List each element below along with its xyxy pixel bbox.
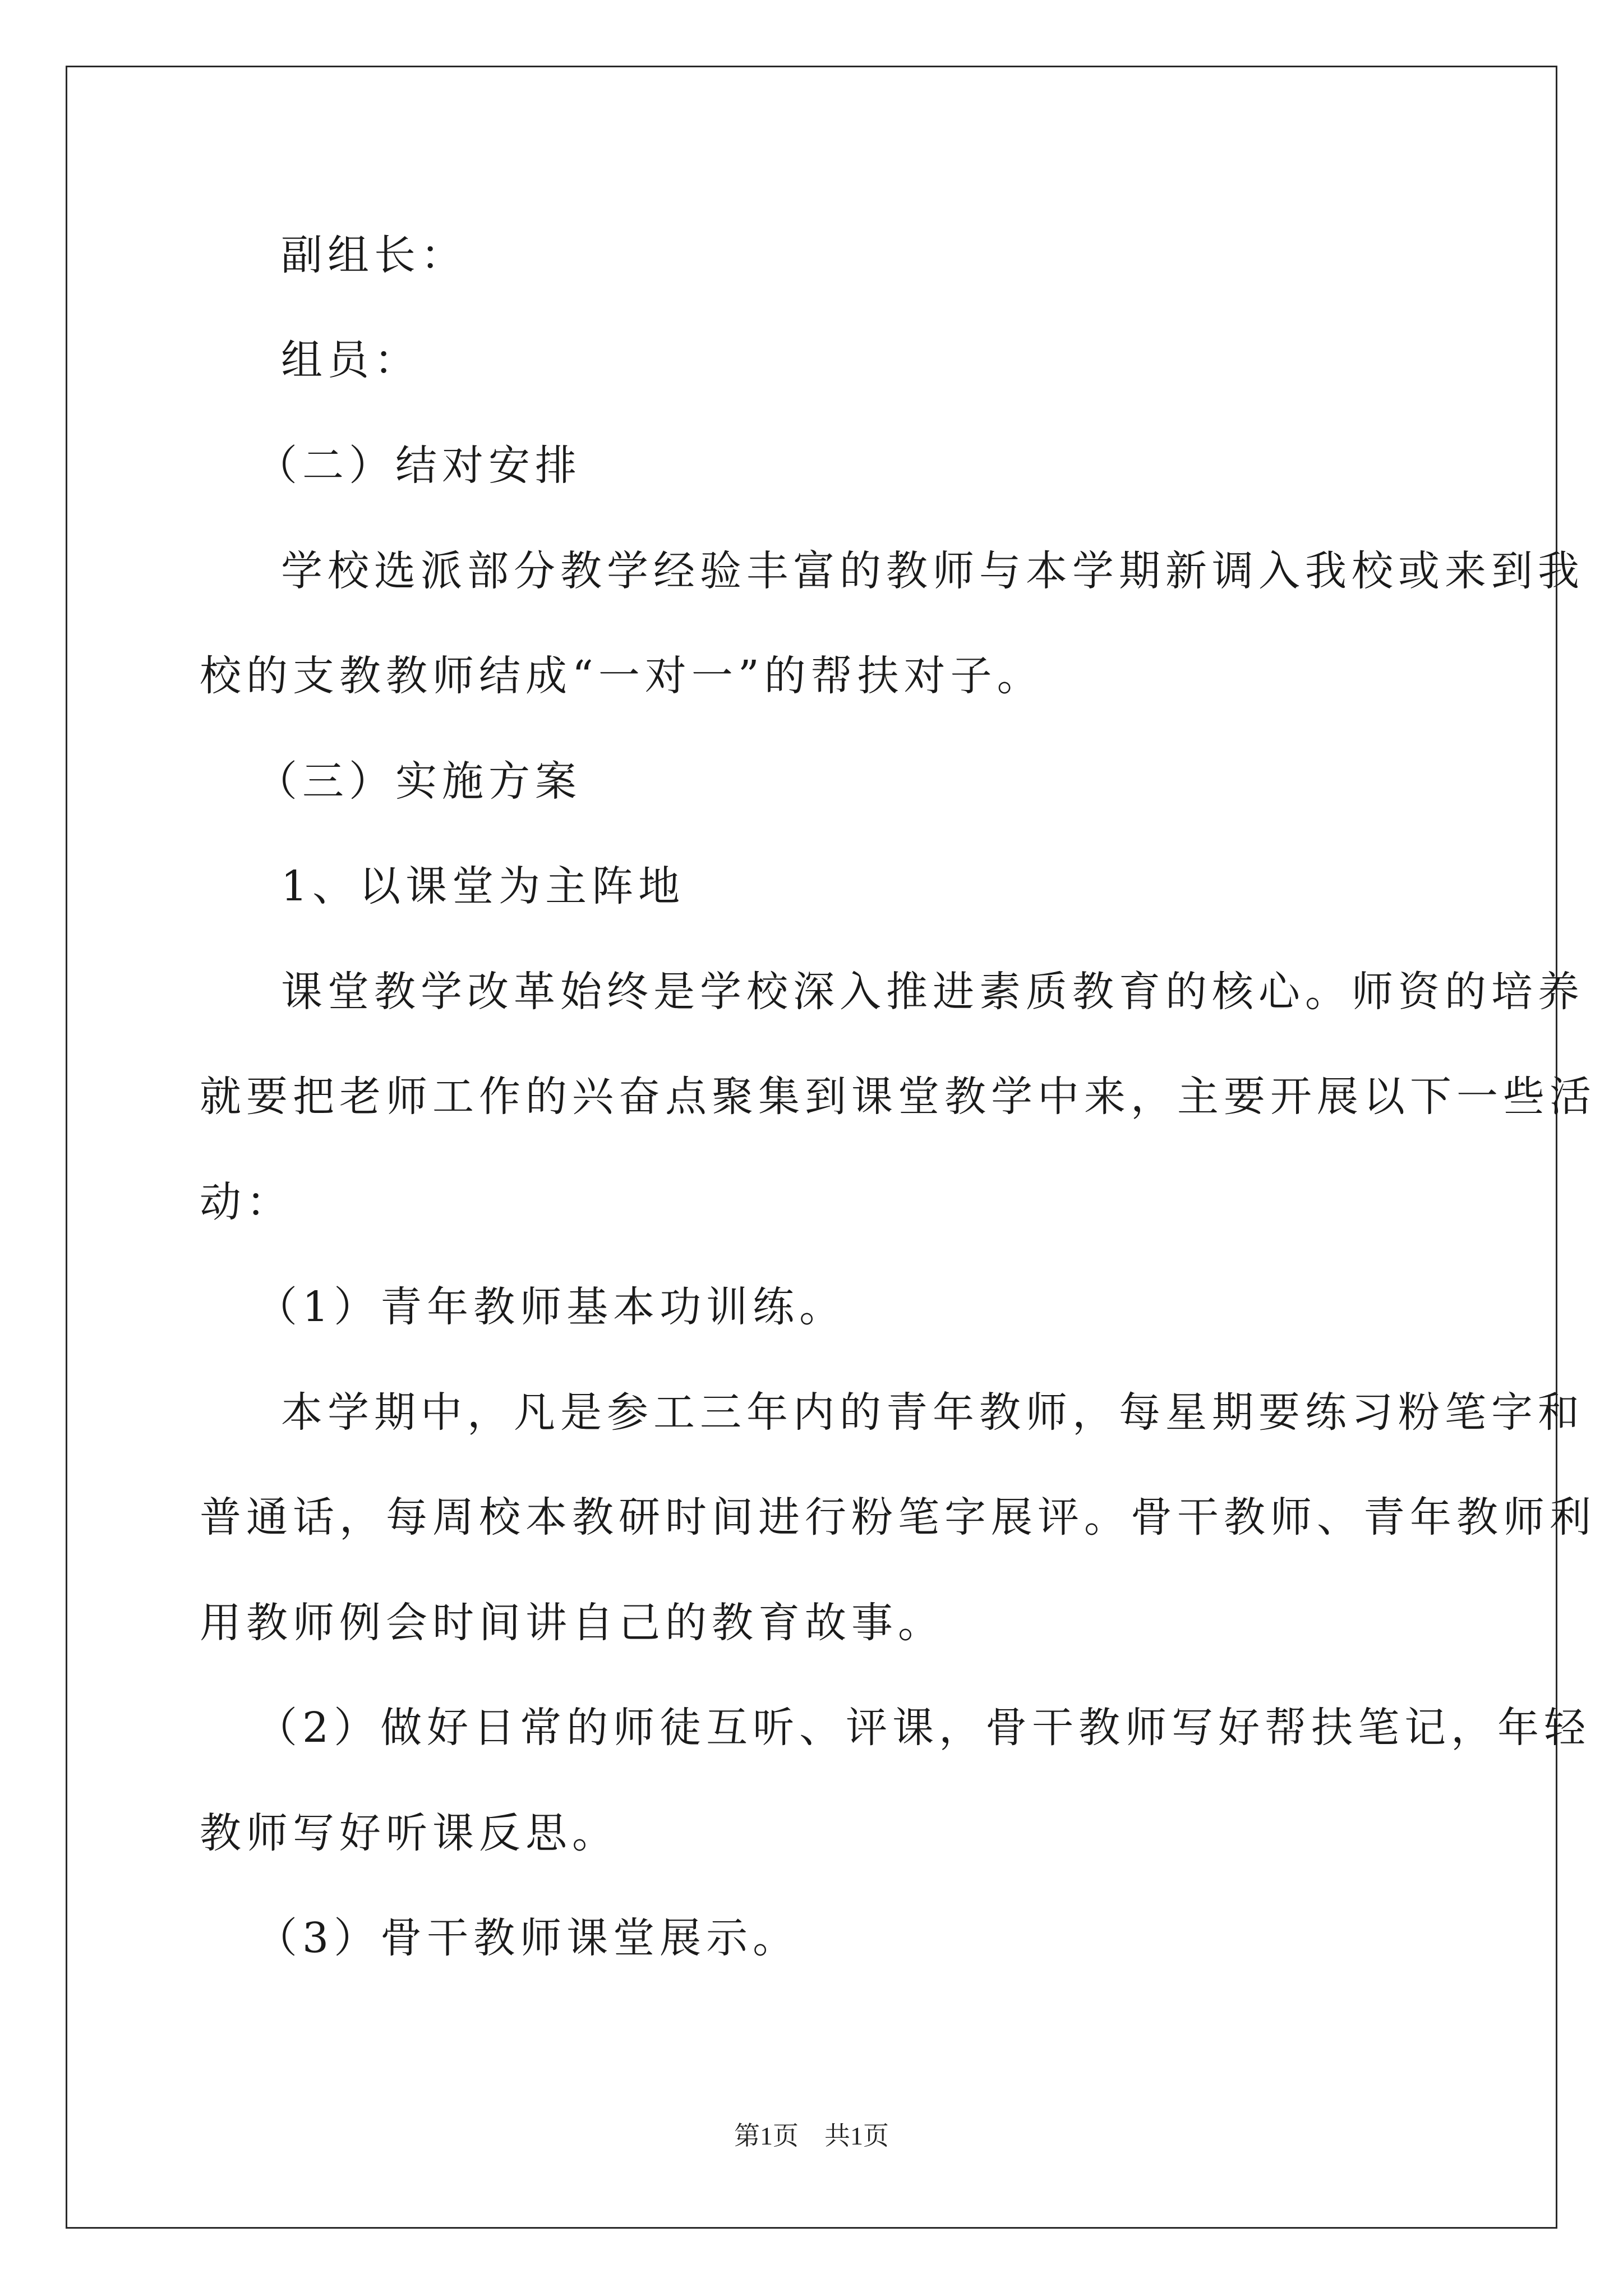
- text-line: 组员：: [281, 336, 421, 384]
- page-number-footer: 第1页 共1页: [734, 2122, 889, 2150]
- section-heading: （三）实施方案: [256, 757, 582, 806]
- text-line: 就要把老师工作的兴奋点聚集到课堂教学中来，主要开展以下一些活: [200, 1073, 1596, 1121]
- text-line: 教师写好听课反思。: [200, 1809, 619, 1857]
- page-border: [66, 66, 1557, 2229]
- text-line: 普通话，每周校本教研时间进行粉笔字展评。骨干教师、青年教师利: [200, 1493, 1596, 1542]
- list-item-heading: （2）做好日常的师徒互听、评课，骨干教师写好帮扶笔记，年轻: [256, 1704, 1591, 1752]
- list-item-heading: （1）青年教师基本功训练。: [256, 1283, 846, 1331]
- text-line: 校的支教教师结成“一对一”的帮扶对子。: [200, 652, 1044, 700]
- sub-heading: 1、以课堂为主阵地: [281, 862, 685, 910]
- text-line: 课堂教学改革始终是学校深入推进素质教育的核心。师资的培养: [281, 968, 1584, 1016]
- text-line: 本学期中，凡是参工三年内的青年教师，每星期要练习粉笔字和: [281, 1388, 1584, 1437]
- section-heading: （二）结对安排: [256, 441, 582, 490]
- text-line: 副组长：: [281, 231, 467, 279]
- text-line: 用教师例会时间讲自己的教育故事。: [200, 1599, 944, 1647]
- text-line: 动：: [200, 1178, 293, 1226]
- text-line: 学校选派部分教学经验丰富的教师与本学期新调入我校或来到我: [281, 547, 1584, 595]
- list-item-heading: （3）骨干教师课堂展示。: [256, 1914, 800, 1962]
